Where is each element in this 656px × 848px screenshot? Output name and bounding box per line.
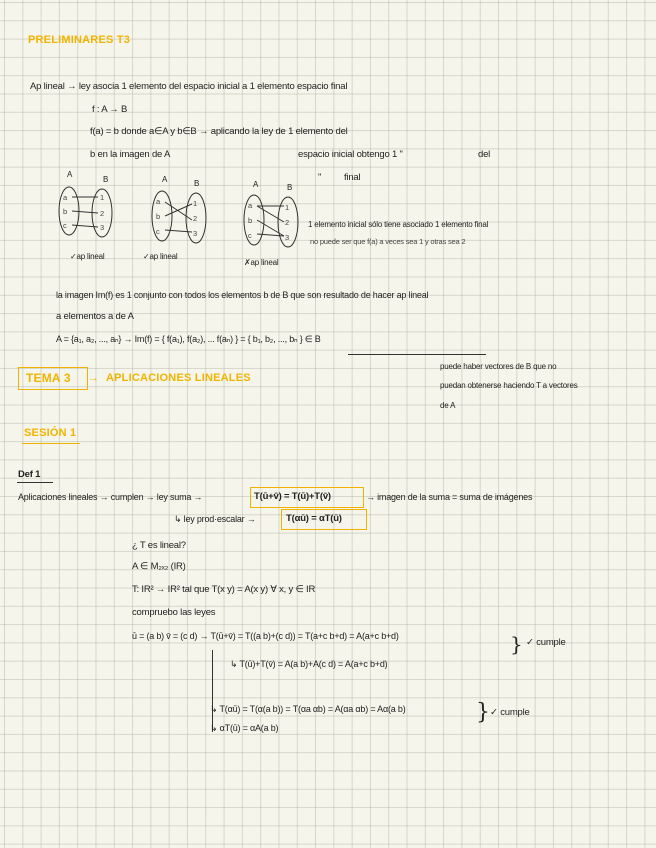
imagen-note-line: puedan obtenerse haciendo T a vectores bbox=[440, 381, 578, 390]
tema-title: APLICACIONES LINEALES bbox=[106, 372, 251, 384]
imagen-note-line: de A bbox=[440, 401, 456, 410]
tema-label: TEMA 3 bbox=[26, 371, 71, 385]
prelim-fmap: f : A → B bbox=[92, 104, 128, 115]
example-line-4: ū = (a b) v̄ = (c d) → T(ū+v̄) = T((a b)+(c d)) = T(a+c b+d) = A(a+c b+d) bbox=[132, 631, 399, 641]
set-a-label: A bbox=[162, 175, 168, 184]
def-line-1: Aplicaciones lineales → cumplen → ley suma → bbox=[18, 492, 203, 502]
example-line-2: T: IR² → IR² tal que T(x y) = A(x y) ∀ x, y ∈ IR bbox=[132, 584, 316, 595]
prelim-line-5a: " bbox=[318, 172, 322, 183]
sum-law: T(ū+v̄) = T(ū)+T(v̄) bbox=[254, 491, 331, 502]
prelim-line-4a: b en la imagen de A bbox=[90, 149, 171, 160]
diagram-caption: ✓ap lineal bbox=[143, 252, 178, 261]
prelim-line-5b: final bbox=[344, 172, 361, 183]
diagram-note-2: no puede ser que f(a) a veces sea 1 y otras sea 2 bbox=[310, 237, 466, 246]
imagen-formula: A = {a₁, a₂, ..., aₙ} → Im(f) = { f(a₁), f(a₂), ... f(aₙ) } = { b₁, b₂, ..., bₙ } ∈ B bbox=[56, 334, 321, 344]
set-b-label: B bbox=[194, 179, 200, 188]
curly-brace-1: } bbox=[510, 632, 523, 656]
diagram-caption: ✓ap lineal bbox=[70, 252, 105, 261]
set-b-label: B bbox=[287, 183, 293, 192]
example-line-7: ↳ αT(ū) = αA(a b) bbox=[210, 723, 279, 733]
prelim-line-3: f(a) = b donde a∈A y b∈B → aplicando la ley de 1 elemento del bbox=[90, 126, 348, 137]
prelim-line-1: Ap lineal → ley asocia 1 elemento del espacio inicial a 1 elemento espacio final bbox=[30, 81, 348, 92]
set-a-label: A bbox=[253, 180, 259, 189]
def-line-2: ↳ ley prod·escalar → bbox=[174, 514, 256, 524]
session-underline bbox=[22, 443, 80, 444]
prelim-line-4b: espacio inicial obtengo 1 " bbox=[298, 149, 403, 160]
example-question: ¿ T es lineal? bbox=[132, 540, 186, 551]
def-underline bbox=[17, 482, 53, 483]
set-a-label: A bbox=[67, 170, 73, 179]
example-line-1: A ∈ M₂ₓ₂ (IR) bbox=[132, 561, 186, 572]
imagen-line-1: la imagen Im(f) es 1 conjunto con todos los elementos b de B que son resultado de hacer ap lineal bbox=[56, 290, 429, 300]
scalar-law: T(αū) = αT(ū) bbox=[286, 513, 342, 524]
check-2: ✓ cumple bbox=[490, 707, 530, 718]
sum-law-meaning: → imagen de la suma = suma de imágenes bbox=[366, 492, 533, 502]
diagram-note-1: 1 elemento inicial sólo tiene asociado 1 elemento final bbox=[308, 220, 489, 229]
session-heading: SESIÓN 1 bbox=[24, 427, 77, 439]
example-line-3: compruebo las leyes bbox=[132, 607, 216, 618]
check-1: ✓ cumple bbox=[526, 637, 566, 648]
example-line-5: ↳ T(ū)+T(v̄) = A(a b)+A(c d) = A(a+c b+d) bbox=[230, 659, 388, 669]
tema-arrow: → bbox=[88, 372, 100, 384]
example-line-6: ↳ T(αū) = T(α(a b)) = T(αa αb) = A(αa αb) = Aα(a b) bbox=[210, 704, 406, 714]
curly-brace-2: } bbox=[476, 700, 490, 725]
imagen-note-line: puede haber vectores de B que no bbox=[440, 362, 557, 371]
prelim-line-4c: del bbox=[478, 149, 491, 160]
set-b-label: B bbox=[103, 175, 109, 184]
page-title: PRELIMINARES T3 bbox=[28, 34, 131, 46]
imagen-line-2: a elementos a de A bbox=[56, 311, 134, 322]
diagram-caption: ✗ap lineal bbox=[244, 258, 279, 267]
formula-underline bbox=[348, 354, 486, 355]
check-bracket bbox=[212, 650, 213, 732]
def-label: Def 1 bbox=[18, 469, 41, 480]
